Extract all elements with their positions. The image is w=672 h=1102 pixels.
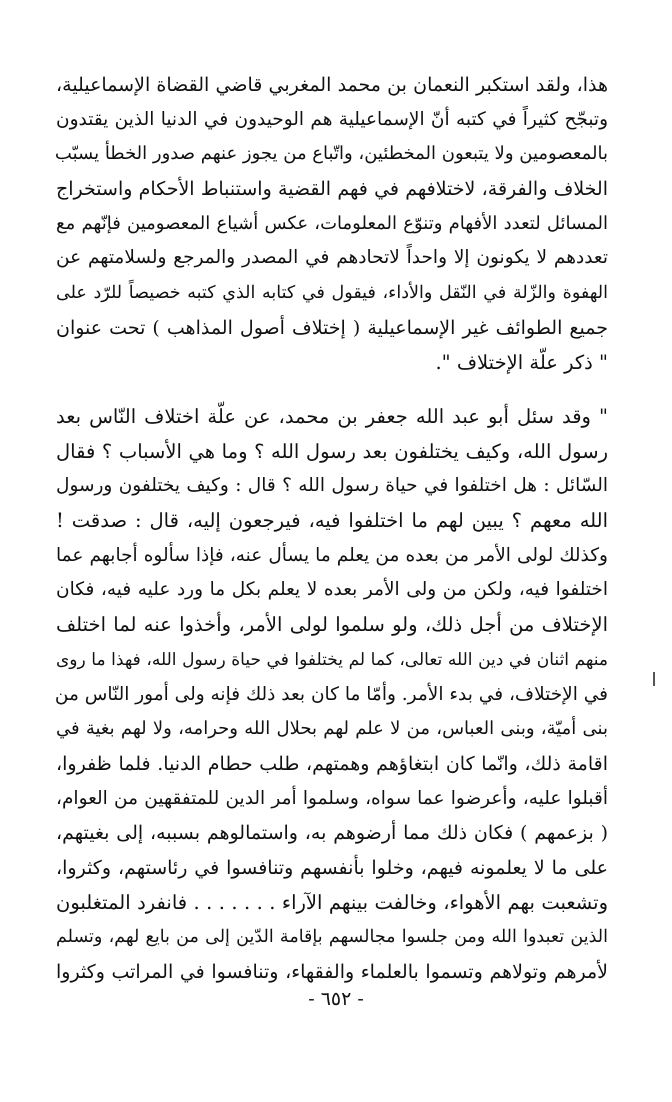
text-line: الإختلاف من أجل ذلك، ولو سلموا لولى الأمر، وأخذوا عنه لما اختلف bbox=[56, 613, 608, 637]
text-line: وتبجّح كثيراً في كتبه أنّ الإسماعيلية هم الوحيدون في الدنيا الذين يقتدون bbox=[56, 108, 608, 130]
text-line: اختلفوا فيه، ولكن من ولى الأمر بعده لا يعلم بكل ما ورد عليه فيه، فكان bbox=[56, 579, 608, 601]
text-line: المسائل لتعدد الأفهام وتنوّع المعلومات، عكس أشياع المعصومين فإنّهم مع bbox=[56, 212, 608, 234]
text-line: اقامة ذلك، وانّما كان ابتغاؤهم وهمتهم، طلب حطام الدنيا. فلما ظفروا، bbox=[56, 752, 608, 775]
text-line: بالمعصومين ولا يتبعون المخطئين، واتّباع من يجوز عنهم صدور الخطأ يسبّب bbox=[54, 143, 608, 165]
text-line: في الإختلاف، في بدء الأمر. وأمّا ما كان بعد ذلك فإنه ولى أمور النّاس من bbox=[54, 683, 608, 705]
text-line: بنى أميّة، وبنى العباس، من لا علم لهم بحلال الله وحرامه، ولا لهم بغية في bbox=[56, 718, 608, 740]
text-line: هذا، ولقد استكبر النعمان بن محمد المغربي قاضي القضاة الإسماعيلية، bbox=[56, 74, 608, 96]
text-line: تعددهم لا يكونون إلا واحداً لاتحادهم في المصدر والمرجع ولسلامتهم عن bbox=[56, 247, 608, 269]
text-line: جميع الطوائف غير الإسماعيلية ( إختلاف أصول المذاهب ) تحت عنوان bbox=[56, 316, 608, 339]
text-line: وكذلك لولى الأمر من بعده من يعلم ما يسأل عنه، فإذا سألوه أجابهم عما bbox=[56, 544, 608, 566]
text-line: الهفوة والزّلة في النّقل والأداء، فيقول في كتابه الذي كتبه خصيصاً للرّد على bbox=[56, 283, 608, 304]
text-line: " ذكر علّة الإختلاف ". bbox=[435, 350, 608, 374]
text-line: منهم اثنان في دين الله تعالى، كما لم يختلفوا في حياة رسول الله، فهذا ما روى bbox=[56, 649, 608, 670]
text-line: الخلاف والفرقة، لاختلافهم في فهم القضية واستنباط الأحكام واستخراج bbox=[56, 178, 608, 201]
text-line: ( بزعمهم ) فكان ذلك مما أرضوهم به، واستمالوهم بسببه، إلى بغيتهم، bbox=[56, 822, 608, 845]
text-line: أقبلوا عليه، وأعرضوا عما سواه، وسلموا أمر الدين للمتفقهين من العوام، bbox=[56, 787, 608, 809]
text-line: على ما لا يعلمونه فيهم، وخلوا بأنفسهم وتنافسوا في رئاستهم، وكثروا، bbox=[56, 856, 608, 879]
text-line: " وقد سئل أبو عبد الله جعفر بن محمد، عن علّة اختلاف النّاس بعد bbox=[56, 405, 608, 428]
paragraph-intro bbox=[56, 68, 608, 380]
text-line: الذين تعبدوا الله ومن جلسوا مجالسهم بإقامة الدّين إلى من بايع لهم، وتسلم bbox=[56, 927, 608, 948]
paragraph-quote bbox=[56, 400, 608, 990]
text-line: رسول الله، وكيف يختلفون بعد رسول الله ؟ وما هي الأسباب ؟ فقال bbox=[56, 439, 608, 463]
text-line: السّائل : هل اختلفوا في حياة رسول الله ؟ قال : وكيف يختلفون ورسول bbox=[56, 475, 608, 497]
scan-edge-mark bbox=[653, 672, 655, 686]
text-line: وتشعبت بهم الأهواء، وخالفت بينهم الآراء . . . . . . . فانفرد المتغلبون bbox=[56, 890, 608, 914]
text-line: الله معهم ؟ يبين لهم ما اختلفوا فيه، فيرجعون إليه، قال : صدقت ! bbox=[56, 509, 608, 533]
page-number: - ٦٥٢ - bbox=[308, 988, 364, 1010]
text-line: لأمرهم وتولاهم وتسموا بالعلماء والفقهاء، وتنافسوا في المراتب وكثروا bbox=[56, 961, 608, 983]
